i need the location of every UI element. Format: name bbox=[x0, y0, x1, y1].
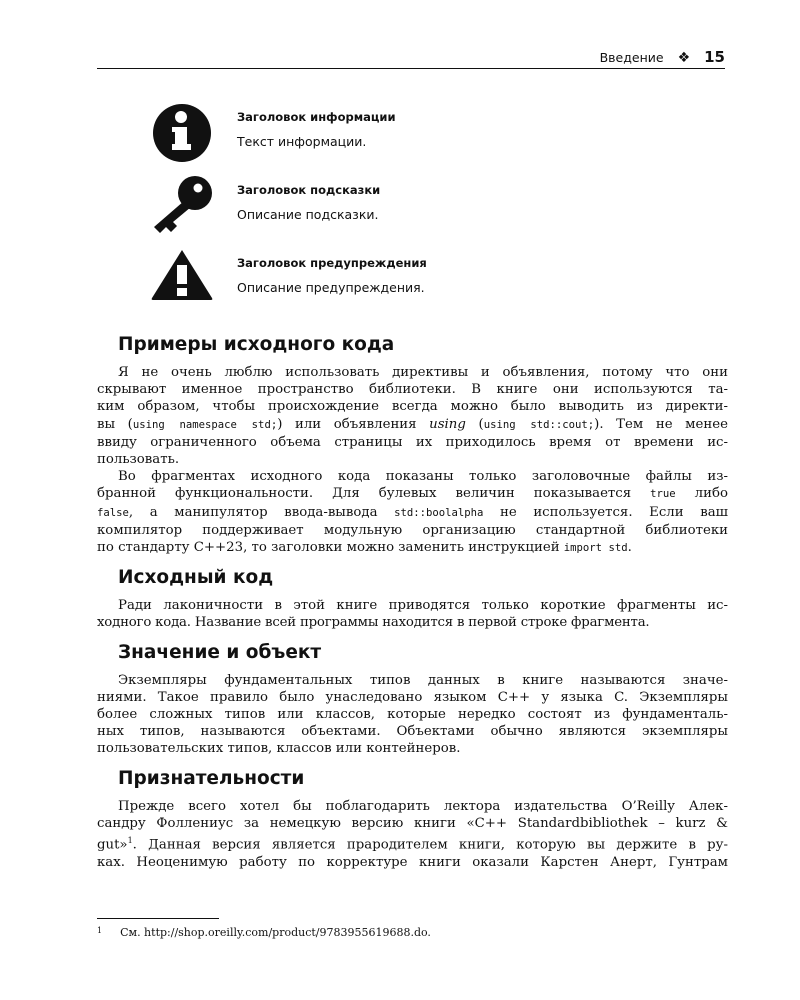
key-icon bbox=[150, 175, 214, 239]
header-ornament: ❖ bbox=[677, 50, 691, 66]
code-inline: import std bbox=[563, 542, 628, 555]
tip-note-text: Описание подсказки. bbox=[237, 207, 379, 222]
warning-note-text: Описание предупреждения. bbox=[237, 280, 425, 295]
header-section-title: Введение bbox=[599, 50, 664, 65]
body-text bbox=[97, 330, 728, 871]
info-note bbox=[150, 102, 710, 168]
footnote-ref: 1 bbox=[127, 836, 133, 846]
info-note-title: Заголовок информации bbox=[237, 110, 396, 124]
paragraph-source: Ради лаконичности в этой книге приводятся только короткие фрагменты ис- ходного кода. Название всей программы находится в первой строке фрагмента. bbox=[97, 598, 728, 631]
code-inline: using namespace std; bbox=[132, 418, 278, 431]
section-heading-examples: Примеры исходного кода bbox=[118, 334, 395, 355]
paragraph-examples-1: Я не очень люблю использовать директивы и объявления, потому что они скрывают именное пространство библиотеки. В книге они используются та- ким образом, чтобы происхождение всегда можно было выводить из директи- вы (using namespace std;) или объявления using (using std::cout;). Тем не менее ввиду ограниченного объема страницы их приходилось время от времени ис- пользовать. bbox=[97, 365, 728, 468]
warning-note bbox=[150, 248, 710, 314]
section-heading-thanks: Признательности bbox=[118, 767, 305, 789]
code-inline: true bbox=[650, 488, 676, 501]
footnote-marker: 1 bbox=[97, 926, 103, 935]
paragraph-value: Экземпляры фундаментальных типов данных в книге называются значе- ниями. Такое правило было унаследовано языком C++ у языка C. Экземпляры более сложных типов или классов, которые нередко состоят из фундаменталь- ных типов, называются объектами. Объектами обычно являются экземпляры пользовательских типов, классов или контейнеров. bbox=[97, 672, 728, 757]
paragraph-examples-2: Во фрагментах исходного кода показаны только заголовочные файлы из- бранной функциональности. Для булевых величин показывается true либо false, а манипулятор ввода-вывода std::boolalpha не используется. Если ваш компилятор поддерживает модульную организацию стандартной библиотеки по стандарту C++23, то заголовки можно заменить инструкцией import std. bbox=[97, 469, 728, 556]
tip-note bbox=[150, 175, 710, 241]
footnote-divider bbox=[97, 918, 219, 919]
section-heading-source: Исходный код bbox=[118, 567, 274, 589]
info-icon bbox=[150, 102, 214, 166]
tip-note-title: Заголовок подсказки bbox=[237, 183, 381, 197]
page-number: 15 bbox=[704, 48, 725, 66]
section-heading-value: Значение и объект bbox=[118, 641, 322, 663]
code-inline: std::boolalpha bbox=[394, 506, 484, 519]
code-inline: false bbox=[97, 506, 129, 519]
info-note-text: Текст информации. bbox=[237, 134, 367, 149]
code-inline: using std::cout; bbox=[483, 418, 595, 431]
paragraph-thanks: Прежде всего хотел бы поблагодарить лектора издательства O’Reilly Алек- сандру Фоллениус за немецкую версию книги «C++ Standardbibliothek – kurz & gut»$^1$. Данная версия является прародителем книги, которую вы держите в ру- ках. Неоценимую работу по корректуре книги оказали Карстен Анерт, Гунтрам bbox=[97, 798, 728, 870]
footnote-text: См. http://shop.oreilly.com/product/9783955619688.do. bbox=[120, 926, 431, 939]
warning-note-title: Заголовок предупреждения bbox=[237, 256, 427, 270]
warning-icon bbox=[150, 248, 214, 312]
footnote bbox=[97, 926, 431, 939]
running-header bbox=[97, 46, 725, 69]
